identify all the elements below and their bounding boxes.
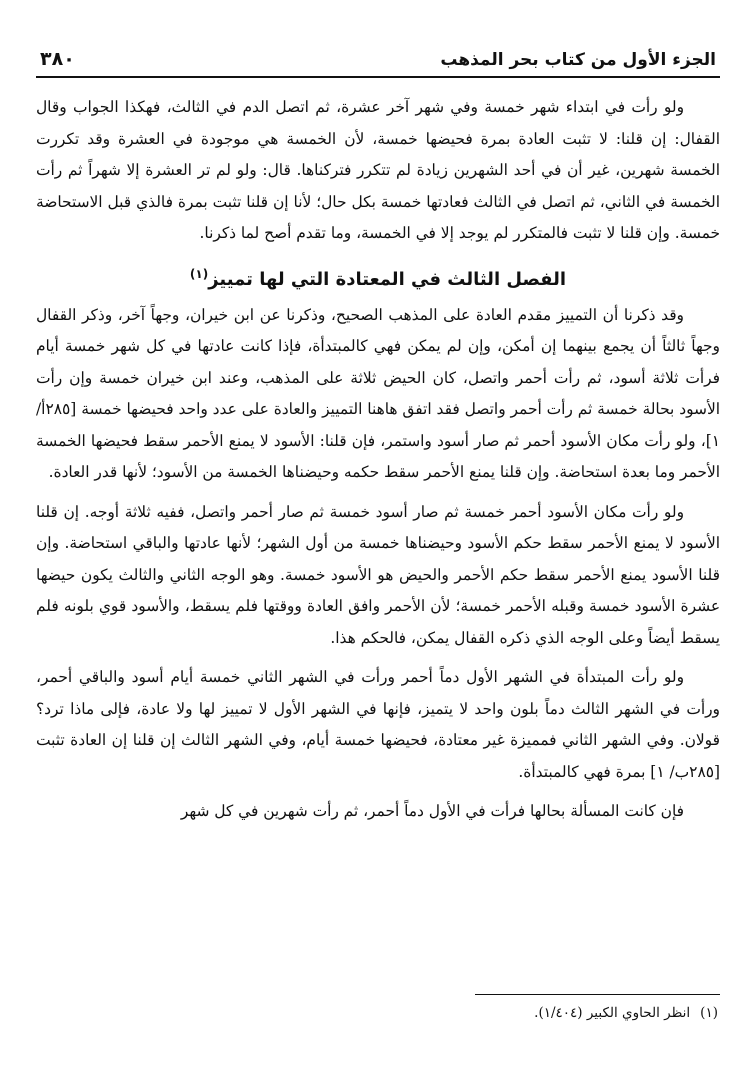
paragraph: فإن كانت المسألة بحالها فرأت في الأول دماً أحمر، ثم رأت شهرين في كل شهر [180, 802, 684, 820]
paragraph: ولو رأت في ابتداء شهر خمسة وفي شهر آخر عشرة، ثم اتصل الدم في الثالث، فهكذا الجواب وقال القفال: إن قلنا: لا تثبت العادة بمرة فحيضها خمسة، لأن الخمسة هي موجودة في العشرة وقد تكررت الخمسة شهرين، غير أن في أحد الشهرين زيادة لم تتكرر فتركناها. قال: ولو لم تر العشرة إلا شهراً ثم رأت الخمسة في الثاني، ثم اتصل في الثالث فعادتها خمسة بكل حال؛ لأنا إن قلنا تثبت بمرة فالذي قبل الاستحاضة خمسة. وإن قلنا لا تثبت فالمتكرر لم يوجد إلا في الخمسة، وما تقدم أصح لما ذكرنا. [36, 98, 720, 242]
header-rule [36, 76, 720, 78]
footnote-rule [475, 994, 720, 995]
running-title: الجزء الأول من كتاب بحر المذهب [440, 50, 716, 70]
section-title-text: الفصل الثالث في المعتادة التي لها تمييز [208, 268, 567, 290]
section-heading [36, 254, 720, 300]
main-text [36, 92, 720, 828]
footnote-text: انظر الحاوي الكبير (١/٤٠٤). [534, 1005, 691, 1021]
paragraph: ولو رأت مكان الأسود أحمر خمسة ثم صار أسود خمسة ثم صار أحمر واتصل، ففيه ثلاثة أوجه. إن قلنا الأسود لا يمنع الأحمر سقط حكم الأسود وحيضناها خمسة من أول الشهر؛ لأنها عادتها والباقي استحاضة. وإن قلنا الأسود يمنع الأحمر سقط حكم الأحمر والحيض هو الأسود خمسة. وهو الوجه الثاني والثالث يكون حيضها عشرة الأسود خمسة وقبله الأحمر خمسة؛ لأن الأحمر وافق العادة ووقتها فلم يسقط، والأسود قوي بلونه فلم يسقط أيضاً وعلى الوجه الذي ذكره القفال يمكن، فالحكم هذا. [36, 502, 720, 647]
page-header [36, 36, 720, 74]
page-number: ٣٨٠ [40, 48, 75, 70]
footnote [36, 1005, 720, 1021]
paragraph: ولو رأت المبتدأة في الشهر الأول دماً أحمر ورأت في الشهر الثاني خمسة أيام أسود والباقي أحمر، ورأت في الشهر الثالث دماً بلون واحد لا يتميز، فإنها في الشهر الأول لا تمييز لها ولا عادة، فإلى ماذا ترد؟ قولان. وفي الشهر الثاني فمميزة غير معتادة، فحيضها خمسة أيام، وفي الشهر الثالث إن قلنا إن العادة تثبت [٢٨٥ب/ ١] بمرة فهي كالمبتدأة. [36, 668, 720, 781]
book-page [36, 36, 720, 1066]
footnote-marker: (١) [700, 1005, 718, 1021]
paragraph: وقد ذكرنا أن التمييز مقدم العادة على المذهب الصحيح، وذكرنا عن ابن خيران، وجهاً آخر، وذكر القفال وجهاً ثالثاً أن يجمع بينهما إن أمكن، وإن لم يمكن فهي كالمبتدأة، فإذا كانت عادتها في كل شهر خمسة أيام فرأت ثلاثة أسود، ثم رأت أحمر واتصل، كان الحيض ثلاثة على المذهب، وعند ابن خيران خمسة وإن رأت الأسود بحالة خمسة ثم رأت أحمر واتصل فقد اتفق هاهنا التمييز والعادة على عدد واحد فحيضها خمسة [٢٨٥أ/ ١]، ولو رأت مكان الأسود أحمر ثم صار أسود واستمر، فإن قلنا: الأسود لا يمنع الأحمر سقط فحيضها الخمسة الأحمر وما بعدة استحاضة. وإن قلنا يمنع الأحمر سقط حكمه وحيضناها الخمسة من الأسود؛ لأنها قدر العادة. [36, 305, 720, 481]
footnote-area [36, 994, 720, 1021]
footnote-reference: (١) [189, 266, 209, 281]
